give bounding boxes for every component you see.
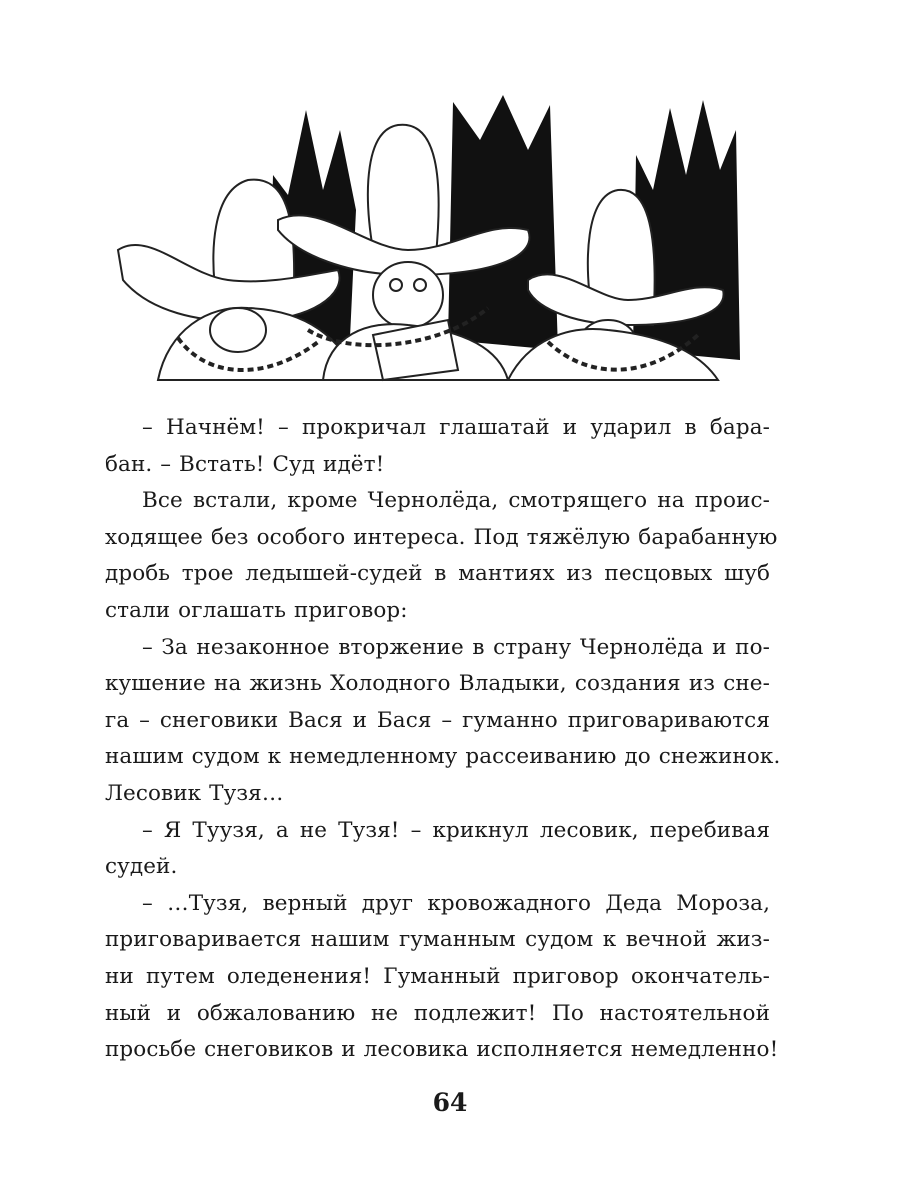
text-line: кушение на жизнь Холодного Владыки, создания из сне- — [105, 671, 770, 697]
text-line: ни путем оледенения! Гуманный приговор окончатель- — [105, 963, 770, 989]
judge-left-face — [210, 308, 266, 352]
text-line: бан. – Встать! Суд идёт! — [105, 451, 385, 477]
text-line: – Начнём! – прокричал глашатай и ударил в бара- — [142, 415, 770, 440]
text-line: ходящее без особого интереса. Под тяжёлую барабанную — [105, 524, 778, 550]
text-line: стали оглашать приговор: — [105, 597, 408, 623]
text-line: га – снеговики Вася и Бася – гуманно приговариваются — [105, 707, 770, 733]
text-line: – За незаконное вторжение в страну Чернолёда и по- — [142, 634, 770, 660]
text-line: судей. — [105, 854, 178, 880]
text-line: – …Тузя, верный друг кровожадного Деда Мороза, — [142, 890, 770, 916]
text-line: просьбе снеговиков и лесовика исполняется немедленно! — [105, 1037, 779, 1063]
judge-center-hat — [368, 125, 439, 255]
text-line: ный и обжалованию не подлежит! По настоятельной — [105, 1000, 770, 1026]
text-line: Лесовик Тузя… — [105, 780, 284, 806]
text-line: – Я Туузя, а не Тузя! – крикнул лесовик, перебивая — [142, 817, 770, 843]
text-line: нашим судом к немедленному рассеиванию до снежинок. — [105, 744, 781, 770]
text-line: приговаривается нашим гуманным судом к вечной жиз- — [105, 927, 770, 953]
page-number: 64 — [432, 1088, 468, 1117]
illustration-judges — [108, 80, 758, 385]
judge-center-face — [373, 262, 443, 328]
judges-drawing-icon — [108, 80, 758, 385]
text-line: дробь трое ледышей-судей в мантиях из песцовых шуб — [105, 561, 770, 587]
text-line: Все встали, кроме Чернолёда, смотрящего на проис- — [142, 488, 770, 514]
crown-backdrop-center — [448, 95, 558, 350]
body-text — [105, 410, 781, 1069]
